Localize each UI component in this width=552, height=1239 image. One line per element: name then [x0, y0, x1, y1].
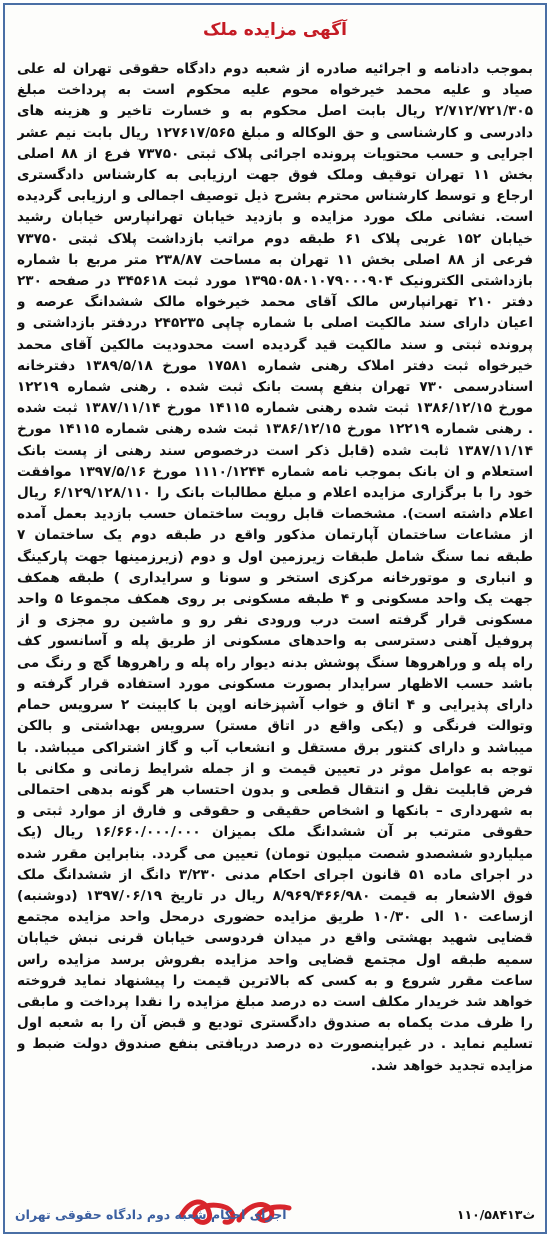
notice-code: ۱۱۰/۵۸۴۱۳ث	[456, 1206, 535, 1222]
notice-frame	[3, 3, 547, 1234]
notice-body: بموجب دادنامه و اجرائیه صادره از شعبه دوم دادگاه حقوقی تهران له علی صیاد و علیه محمد خیرخواه محوم علیه محکوم است به پرداخت مبلغ ۲/۷۱۲/۷۲۱/۳۰۵ ریال بابت اصل محکوم به و خسارت تاخیر و هزینه های دادرسی و کارشناسی و حق الوکاله و مبلغ ۱۲۷۶۱۷/۵۶۵ ریال بابت نیم عشر اجرایی و حسب محتویات پرونده اجرائی پلاک ثبتی ۷۳۷۵۰ فرع از ۸۸ اصلی بخش ۱۱ تهران توقیف وملک فوق جهت ارزیابی به کارشناس دادگستری ارجاع و توسط کارشناس محترم بشرح ذیل توصیف اجمالی و ارزیابی گردیده است. نشانی ملک مورد مزایده و بازدید خیابان تهرانپارس خیابان رشید خیابان ۱۵۲ غربی پلاک ۶۱ طبقه دوم مراتب بازداشت پلاک ثبتی ۷۳۷۵۰ فرعی از ۸۸ اصلی بخش ۱۱ تهران به مساحت ۲۳۸/۸۷ متر مربع با شماره بازداشتی الکترونیک ۱۳۹۵۰۵۸۰۱۰۷۹۰۰۰۹۰۴ مورد ثبت ۳۴۵۶۱۸ در صفحه ۲۳۰ دفتر ۲۱۰ تهرانپارس مالک آقای محمد خیرخواه مالک ششدانگ عرصه و اعیان دارای سند مالکیت اصلی با شماره چاپی ۲۴۵۲۳۵ دردفتر بازداشتی و پرونده ثبتی و سند مالکیت قید گردیده است محدودیت مالکین آقای محمد خیرخواه ثبت دفتر املاک رهنی شماره ۱۷۵۸۱ مورخ ۱۳۸۹/۵/۱۸ دفترخانه اسنادرسمی ۷۳۰ تهران بنفع پست بانک ثبت شده . رهنی شماره ۱۲۲۱۹ مورخ ۱۳۸۶/۱۲/۱۵ ثبت شده رهنی شماره ۱۴۱۱۵ مورخ ۱۳۸۷/۱۱/۱۴ ثبت شده . رهنی شماره ۱۲۲۱۹ مورخ ۱۳۸۶/۱۲/۱۵ ثبت شده رهنی شماره ۱۴۱۱۵ مورخ ۱۳۸۷/۱۱/۱۴ ثابت شده (قابل ذکر است درخصوص سند رهنی از پست بانک استعلام و ان بانک بموجب نامه شماره ۱۱۱۰/۱۲۴۴ مورخ ۱۳۹۷/۵/۱۶ موافقت خود را با برگزاری مزایده اعلام و مبلغ مطالبات بانک را ۶/۱۲۹/۱۲۸/۱۱۰ ریال اعلام داشته است). مشخصات قابل رویت ساختمان حسب بازدید بعمل آمده از مشاعات ساختمان آپارتمان مذکور واقع در طبقه دوم یک ساختمان ۷ طبقه نما سنگ شامل طبقات زیرزمین اول و دوم (زیرزمینها جهت پارکینگ و انباری و موتورخانه مرکزی استخر و سونا و سرایداری ) طبقه همکف جهت یک واحد مسکونی و ۴ طبقه مسکونی بر روی همکف مجموعا ۵ واحد مسکونی قرار گرفته است درب ورودی نفر رو و ماشین رو مجزی و از پروفیل آهنی دسترسی به واحدهای مسکونی از طریق پله و آسانسور کف راه پله و وراهروها سنگ پوشش بدنه دیوار راه پله و راهروها گچ و رنگ می باشد حسب الاظهار سرایدار بصورت مسکونی مورد استفاده قرار گرفته و دارای پذیرایی و ۴ اتاق و خواب آشپزخانه اوپن با کابینت ۲ سرویس حمام وتوالت فرنگی و (یکی واقع در اتاق مستر) سرویس بهداشتی و بالکن میباشد و دارای کنتور برق مستقل و انشعاب آب و گاز اشتراکی میباشد. با توجه به عوامل موثر در تعیین قیمت و از جمله شرایط زمانی و مکانی با فرض قابلیت نقل و انتقال قطعی و بدون احتساب هر گونه بدهی احتمالی به شهرداری – بانکها و اشخاص حقیقی و حقوقی و فارق از موارد ثبتی و حقوقی مترتب بر آن ششدانگ ملک بمیزان ۱۶/۶۶۰/۰۰۰/۰۰۰ ریال (یک میلیاردو ششصدو شصت میلیون تومان) تعیین می گردد. بنابراین مقرر شده در اجرای ماده ۵۱ قانون اجرای احکام مدنی ۳/۲۳۰ دانگ از ششدانگ ملک فوق الاشعار به قیمت ۸/۹۶۹/۴۶۶/۹۸۰ ریال در تاریخ ۱۳۹۷/۰۶/۱۹ (دوشنبه) ازساعت ۱۰ الی ۱۰/۳۰ طریق مزایده حضوری درمحل واحد مزایده مجتمع قضایی شهید بهشتی واقع در میدان فردوسی خیابان قرنی نبش خیابان سمیه طبقه اول مجتمع قضایی واحد مزایده بفروش برسد مزایده راس ساعت مقرر شروع و به کسی که بالاترین قیمت را پیشنهاد نماید فروخته خواهد شد خریدار مکلف است ده درصد مبلغ مزایده را نقدا پرداخت و مابقی را ظرف مدت یکماه به صندوق دادگستری تودیع و قبض آن را به شعبه اول تسلیم نماید . در غیراینصورت ده درصد دریافتی بنفع صندوق دولت ضبط و مزایده تجدید خواهد شد.	[17, 61, 533, 1074]
issuer-signature: اجرای احکام شعبه دوم دادگاه حقوقی تهران	[15, 1206, 287, 1222]
notice-title: آگهی مزایده ملک	[202, 20, 347, 40]
notice-footer	[15, 1204, 535, 1224]
